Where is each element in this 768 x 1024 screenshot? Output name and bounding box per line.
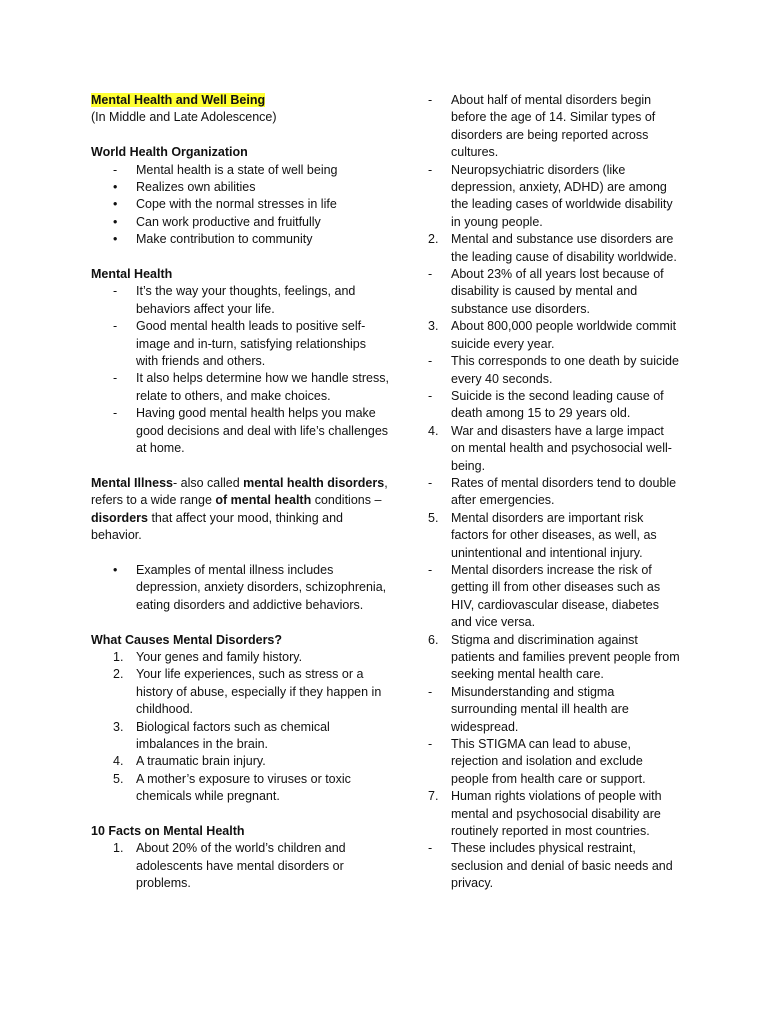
spacer bbox=[91, 127, 391, 144]
spacer bbox=[91, 458, 391, 475]
spacer bbox=[91, 545, 391, 562]
bold-run: disorders bbox=[91, 510, 148, 525]
causes-heading: What Causes Mental Disorders? bbox=[91, 632, 283, 647]
list-item bbox=[91, 719, 391, 754]
list-item bbox=[424, 353, 680, 388]
list-item bbox=[424, 92, 680, 162]
list-item bbox=[91, 214, 391, 231]
list-item bbox=[91, 179, 391, 196]
mental-illness-paragraph bbox=[91, 475, 391, 545]
list-item bbox=[424, 423, 680, 475]
list-marker: 5. bbox=[113, 771, 124, 786]
list-text: A traumatic brain injury. bbox=[136, 754, 266, 769]
list-marker: - bbox=[428, 162, 433, 177]
text-run: - also called bbox=[172, 475, 244, 490]
causes-list bbox=[91, 649, 391, 806]
list-text: Mental and substance use disorders are the leading cause of disability worldwide. bbox=[451, 232, 677, 264]
list-marker: - bbox=[113, 284, 118, 299]
spacer bbox=[91, 614, 391, 631]
who-list bbox=[91, 162, 391, 249]
list-marker: 4. bbox=[428, 423, 439, 438]
left-column bbox=[91, 92, 391, 893]
list-text: Rates of mental disorders tend to double after emergencies. bbox=[451, 475, 677, 508]
list-item bbox=[91, 771, 391, 806]
list-marker: 4. bbox=[113, 754, 124, 769]
list-text: Neuropsychiatric disorders (like depression, anxiety, ADHD) are among the leading cases of worldwide disability in young people. bbox=[451, 162, 673, 229]
list-text: Can work productive and fruitfully bbox=[136, 214, 321, 229]
text-run: , refers to a wide range bbox=[91, 475, 388, 508]
list-item bbox=[91, 840, 391, 892]
list-text: About 23% of all years lost because of disability is caused by mental and substance use disorders. bbox=[451, 267, 664, 316]
facts-heading: 10 Facts on Mental Health bbox=[91, 823, 245, 838]
list-marker: - bbox=[428, 354, 433, 369]
doc-title-line bbox=[91, 92, 391, 109]
list-text: These includes physical restraint, seclusion and denial of basic needs and privacy. bbox=[451, 841, 673, 891]
spacer bbox=[91, 806, 391, 823]
list-item bbox=[91, 162, 391, 179]
list-text: Biological factors such as chemical imbalances in the brain. bbox=[136, 719, 330, 751]
facts-list bbox=[91, 840, 391, 892]
list-text: It also helps determine how we handle stress, relate to others, and make choices. bbox=[136, 371, 389, 403]
document-subtitle: (In Middle and Late Adolescence) bbox=[91, 110, 277, 125]
list-marker: - bbox=[113, 406, 118, 421]
list-item bbox=[424, 231, 680, 266]
list-item bbox=[91, 196, 391, 213]
list-marker: • bbox=[113, 232, 118, 247]
list-item bbox=[91, 370, 391, 405]
list-marker: • bbox=[113, 562, 118, 577]
list-text: Mental health is a state of well being bbox=[136, 162, 338, 177]
list-marker: - bbox=[428, 93, 433, 107]
list-text: Good mental health leads to positive self-image and in-turn, satisfying relationships with friends and others. bbox=[136, 319, 366, 369]
list-text: This corresponds to one death by suicide every 40 seconds. bbox=[451, 354, 679, 386]
list-text: About half of mental disorders begin before the age of 14. Similar types of disorders are being reported across cultures. bbox=[451, 93, 656, 160]
list-text: Make contribution to community bbox=[136, 232, 313, 247]
list-marker: 5. bbox=[428, 510, 439, 525]
list-text: Mental disorders are important risk factors for other diseases, as well, as unintentional and intentional injury. bbox=[451, 510, 657, 560]
list-text: Cope with the normal stresses in life bbox=[136, 197, 337, 212]
list-item bbox=[91, 753, 391, 770]
mental-health-heading: Mental Health bbox=[91, 267, 173, 282]
mental-illness-term: Mental Illness bbox=[91, 475, 173, 490]
list-item bbox=[424, 162, 680, 232]
list-item bbox=[91, 649, 391, 666]
list-text: About 800,000 people worldwide commit suicide every year. bbox=[451, 319, 677, 351]
list-text: Your genes and family history. bbox=[136, 649, 303, 664]
list-text: Having good mental health helps you make good decisions and deal with life’s challenges at home. bbox=[136, 406, 389, 456]
list-marker: - bbox=[428, 475, 433, 490]
list-text: Realizes own abilities bbox=[136, 180, 256, 195]
list-item bbox=[424, 510, 680, 562]
list-item bbox=[91, 231, 391, 248]
list-item bbox=[424, 562, 680, 632]
list-marker: 1. bbox=[113, 841, 124, 856]
list-text: A mother’s exposure to viruses or toxic chemicals while pregnant. bbox=[136, 771, 351, 804]
list-marker: • bbox=[113, 214, 118, 229]
list-marker: 3. bbox=[428, 319, 439, 334]
list-text: Mental disorders increase the risk of getting ill from other diseases such as HIV, cardiovascular disease, diabetes and vice versa. bbox=[451, 562, 661, 630]
mental-health-list bbox=[91, 283, 391, 457]
list-text: War and disasters have a large impact on mental health and psychosocial well-being. bbox=[451, 423, 672, 473]
list-marker: - bbox=[428, 737, 433, 752]
list-marker: - bbox=[113, 319, 118, 334]
list-marker: - bbox=[428, 388, 433, 403]
list-marker: 6. bbox=[428, 632, 439, 647]
right-column bbox=[424, 92, 680, 893]
bold-run: mental health disorders bbox=[243, 475, 385, 490]
list-marker: - bbox=[113, 371, 118, 386]
list-item bbox=[424, 318, 680, 353]
bold-run: of mental health bbox=[215, 493, 312, 508]
list-marker: • bbox=[113, 197, 118, 212]
list-item bbox=[424, 388, 680, 423]
list-item bbox=[424, 736, 680, 788]
who-heading: World Health Organization bbox=[91, 145, 248, 160]
list-text: Suicide is the second leading cause of death among 15 to 29 years old. bbox=[451, 388, 664, 421]
list-text: It’s the way your thoughts, feelings, and behaviors affect your life. bbox=[136, 284, 356, 316]
list-item bbox=[424, 632, 680, 684]
list-text: Examples of mental illness includes depression, anxiety disorders, schizophrenia, eating disorders and addictive behaviors. bbox=[136, 562, 387, 612]
list-text: Your life experiences, such as stress or a history of abuse, especially if they happen in childhood. bbox=[136, 667, 382, 717]
text-run: that affect your mood, thinking and behavior. bbox=[91, 510, 344, 543]
list-item bbox=[424, 475, 680, 510]
list-item bbox=[424, 788, 680, 840]
list-item bbox=[91, 666, 391, 718]
document-title: Mental Health and Well Being bbox=[91, 93, 266, 107]
list-text: Human rights violations of people with mental and psychosocial disability are routinely reported in most countries. bbox=[451, 789, 662, 839]
list-text: This STIGMA can lead to abuse, rejection and isolation and exclude people from health care or support. bbox=[451, 737, 646, 786]
list-marker: - bbox=[113, 162, 118, 177]
list-text: Misunderstanding and stigma surrounding mental ill health are widespread. bbox=[451, 684, 629, 734]
list-item bbox=[424, 266, 680, 318]
list-marker: 7. bbox=[428, 789, 439, 804]
list-item bbox=[91, 283, 391, 318]
list-marker: - bbox=[428, 684, 433, 699]
list-marker: - bbox=[428, 267, 433, 282]
list-marker: 3. bbox=[113, 719, 124, 734]
list-item bbox=[424, 840, 680, 892]
list-text: Stigma and discrimination against patients and families prevent people from seeking mental health care. bbox=[451, 632, 680, 682]
list-marker: 2. bbox=[113, 667, 124, 682]
list-item bbox=[91, 405, 391, 457]
text-run: conditions – bbox=[311, 493, 382, 508]
list-marker: 1. bbox=[113, 649, 124, 664]
list-item bbox=[91, 318, 391, 370]
list-item bbox=[424, 684, 680, 736]
list-marker: • bbox=[113, 180, 118, 195]
list-marker: 2. bbox=[428, 232, 439, 247]
example-item bbox=[91, 562, 391, 614]
list-text: About 20% of the world’s children and adolescents have mental disorders or problems. bbox=[136, 841, 346, 891]
list-marker: - bbox=[428, 841, 433, 856]
list-marker: - bbox=[428, 562, 433, 577]
spacer bbox=[91, 249, 391, 266]
